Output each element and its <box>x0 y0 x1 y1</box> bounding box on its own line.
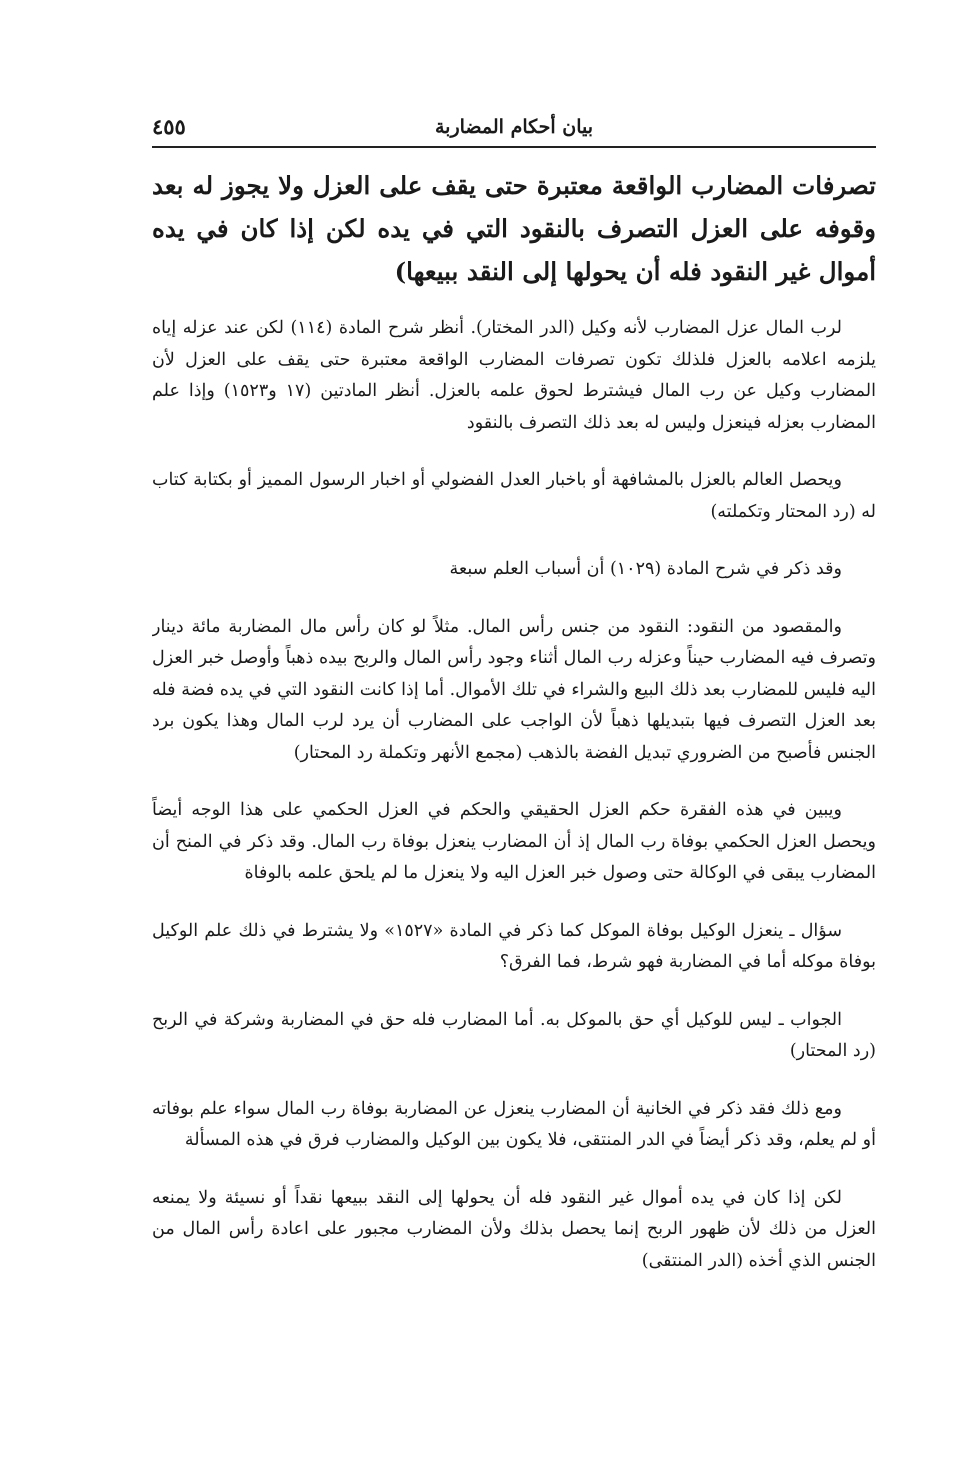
paragraph: سؤال ـ ينعزل الوكيل بوفاة الموكل كما ذكر في المادة «١٥٢٧» ولا يشترط في ذلك علم الوكيل بوفاة موكله أما في المضاربة فهو شرط، فما الفرق؟ <box>152 920 876 972</box>
paragraph: وقد ذكر في شرح المادة (١٠٢٩) أن أسباب العلم سبعة <box>449 559 842 579</box>
paragraph: لكن إذا كان في يده أموال غير النقود فله أن يحولها إلى النقد ببيعها نقداً أو نسيئة ولا يمنعه العزل من ذلك لأن ظهور الربح إنما يحصل بذلك ولأن المضارب مجبور على اعادة رأس المال من الجنس الذي أخذه (الدر المنتقى) <box>152 1187 876 1271</box>
running-title: بيان أحكام المضاربة <box>434 116 594 138</box>
paragraph: ويحصل العالم بالعزل بالمشافهة أو باخبار العدل الفضولي أو اخبار الرسول المميز أو بكتابة كتاب له (رد المحتار وتكملته) <box>152 470 876 522</box>
paragraph: والمقصود من النقود: النقود من جنس رأس المال. مثلاً لو كان رأس مال المضاربة مائة دينار وتصرف فيه المضارب حيناً وعزله رب المال أثناء وجود رأس المال والربح بيده ذهباً وأوصل خبر العزل اليه فليس للمضارب بعد ذلك البيع والشراء في تلك الأموال. أما إذا كانت النقود التي في يده فضة فله بعد العزل التصرف فيها بتبديلها ذهباً لأن الواجب على المضارب أن يرد لرب المال وهذا يكون برد الجنس فأصبح من الضروري تبديل الفضة بالذهب (مجمع الأنهر وتكملة رد المحتار) <box>152 616 876 763</box>
paragraph: ويبين في هذه الفقرة حكم العزل الحقيقي والحكم في العزل الحكمي على هذا الوجه أيضاً ويحصل العزل الحكمي بوفاة رب المال إذ أن المضارب ينعزل بوفاة رب المال. وقد ذكر في المنح أن المضارب يبقى في الوكالة حتى وصول خبر العزل اليه ولا ينعزل ما لم يلحق علمه بالوفاة <box>152 800 876 883</box>
paragraph: الجواب ـ ليس للوكيل أي حق بالموكل به. أما المضارب فله حق في المضاربة وشركة في الربح (رد المحتار) <box>152 1009 876 1061</box>
article-text: تصرفات المضارب الواقعة معتبرة حتى يقف على العزل ولا يجوز له بعد وقوفه على العزل التصرف بالنقود التي في يده لكن إذا كان في يده أموال غير النقود فله أن يحولها إلى النقد ببيعها) <box>152 171 876 286</box>
page-number: ٤٥٥ <box>152 114 186 139</box>
document-page <box>152 110 876 1450</box>
page-header <box>152 110 876 148</box>
paragraph: ومع ذلك فقد ذكر في الخانية أن المضارب ينعزل عن المضاربة بوفاة رب المال سواء علم بوفاته أو لم يعلم، وقد ذكر أيضاً في الدر المنتقى، فلا يكون بين الوكيل والمضارب فرق في هذه المسألة <box>152 1098 876 1150</box>
paragraph: لرب المال عزل المضارب لأنه وكيل (الدر المختار). أنظر شرح المادة (١١٤) لكن عند عزله إياه يلزمه اعلامه بالعزل فلذلك تكون تصرفات المضارب الواقعة معتبرة حتى يقف على العزل لأن المضارب وكيل عن رب المال فيشترط لحوق علمه بالعزل. أنظر المادتين (١٧ و١٥٢٣) وإذا علم المضارب بعزله فينعزل وليس له بعد ذلك التصرف بالنقود <box>152 318 876 433</box>
